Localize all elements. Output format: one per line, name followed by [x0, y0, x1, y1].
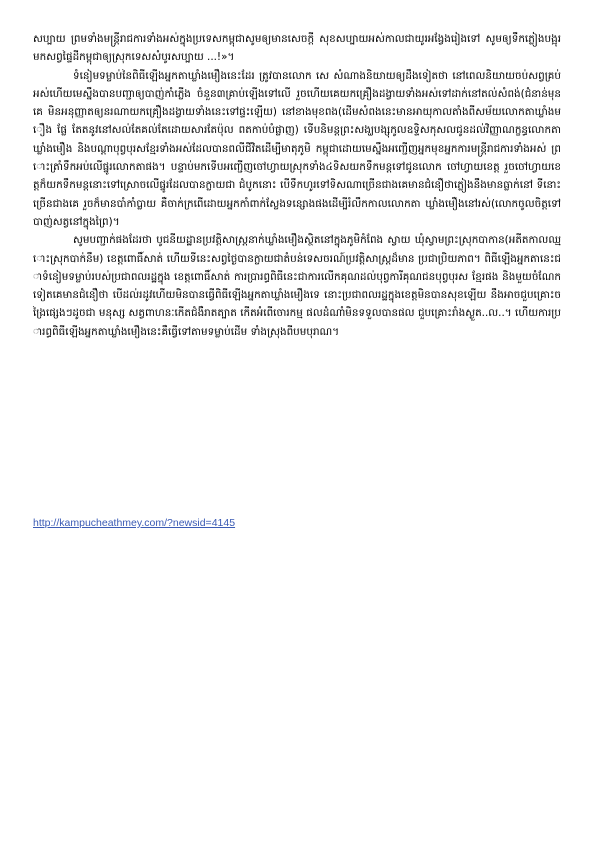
- source-link[interactable]: http://kampucheathmey.com/?newsid=4145: [33, 517, 236, 529]
- paragraph-ritual-description: ទំនៀមទម្លាប់នៃពិធីឡើងអ្នកតាឃ្លាំងមឿងនេះដែរ ត្រូវបានលោក សេ សំណាងនិយាយឲ្យដឹងទៀតថា នៅពេលនិយាយចប់សព្វគ្រប់អស់ហើយមេស្នឹងបានបញ្ជាឲ្យបាញ់កាំភ្លើង ចំនួន៣គ្រាប់ឡើងទៅលើ រួចហើយគេយកគ្រឿងដង្វាយទាំងអស់ទៅដាក់នៅតល់សំពង់(ជំនាន់មុនគេ មិនអនុញ្ញាតឲ្យនរណាយកគ្រឿងដង្វាយទាំងនេះទៅផ្ទះឡើយ) នៅខាងមុខពង(ដើមសំពងនេះមានអាយុកាលតាំងពីសម័យលោកតាឃ្លាំងមឿង ផ្លែ តែតនូវនៅសល់តែគល់តែដោយសារតែប៉ុល ពតកាប់បំផ្លាញ) ទើបនិមន្តព្រះសង្ឃបង្សុកូលឧទ្ទិសកុសលជូនដល់វិញ្ញាណក្ខន្ធលោកតាឃ្លាំងមឿង និងបណ្ដាបុព្វបុរសខ្មែរទាំងអស់ដែលបានពលីជីវិតដើម្បីមាតុភូមិ កម្ពុជាដោយមេស្នឹងអញ្ជើញអ្នកមុខអ្នកការមន្ត្រីរាជការទាំងអស់ ព្រោះត្រាំទឹកអប់លើផ្នូរលោកតាផង។ បន្ទាប់មកទើបអញ្ជើញចៅហ្វាយស្រុកទាំង៤ទិសយកទឹកមន្តទៅជូនលោក ចៅហ្វាយខេត្ត រួចចៅហ្វាយខេត្តក៏យកទឹកមន្តនោះទៅស្រោចលើផ្នូរដែលបានក្លាយជា ជំបូកនោះ បើទឹកហូរទៅទិសណាច្រើនជាងគេមានជំនឿថាភ្លៀងនឹងមានធ្លាក់នៅ ទីនោះច្រើនជាងគេ រួចក៏មានបាំកាំប្លាយ គឺចាក់ក្រពើដោយអ្នកកាំពាក់ស្លែងទន្សោងផងដើម្បីរំលឹកកាលលោកតា ឃ្លាំងមឿងនៅរស់(លោកចូលចិត្តទៅបាញ់សត្វនៅក្នុងព្រៃ)។: [33, 69, 561, 228]
- paragraph-intro-continuation: សប្បាយ ព្រមទាំងមន្ត្រីរាជការទាំងអស់ក្នុងប្រទេសកម្ពុជាសូមឲ្យមានសេចក្តី សុខសប្បាយអស់កាលជាយូរអង្វែងរៀងទៅ សូមឲ្យទឹកភ្លៀងបង្អុរមកសព្វផ្ទៃដីកម្ពុជាឲ្យស្រុកទេសសំបូរសប្បាយ ...!»។: [33, 33, 561, 64]
- paragraph-historical-site: សូមបញ្ជាក់ផងដែរថា បូជនីយដ្ឋានប្រវត្តិសាស្ត្រនាក់ឃ្លាំងមឿងស្ថិតនៅក្នុងភូមិកំពែង ស្វាយ ឃុំស្វាមព្រះស្រុកបាកាន(អតីតកាលឈ្មោះស្រុកបាក់នឹម) ខេត្តពោធិ៍សាត់ ហើយទីនេះសព្វថ្ងៃបានក្លាយជាតំបន់ទេសចរណ៍ប្រវត្តិសាស្ត្រដ៏មាន ប្រជាប្រិយភាព។ ពិធីឡើងអ្នកតានេះជាទំនៀមទម្លាប់របស់ប្រជាពលរដ្ឋក្នុង ខេត្តពោធិ៍សាត់ ការប្រារព្ធពិធីនេះជាការលើកគុណដល់បុព្វការីគុណជនបុព្វបុរស ខ្មែរផង និងមួយចំណែកទៀតគេមានជំនឿថា បើដល់រដូវហើយមិនបានធ្វើពិធីឡើងអ្នកតាឃ្លាំងមឿងទេ នោះប្រជាពលរដ្ឋក្នុងខេត្តមិនបានសុខឡើយ នឹងអាចជួបគ្រោះចង្រៃផ្សេងៗដូចជា មនុស្ស សត្វពាហនៈកើតជំងឺរាតត្បាត កើតអំពើចោរកម្ម ផលដំណាំមិនទទួលបានផល ជួបគ្រោះរាំងស្ងួត..ល..។ ហើយការប្រារព្ធពិធីឡើងអ្នកតាឃ្លាំងមឿងនេះគឺធ្វើទៅតាមទម្លាប់ដើម ទាំងស្រុងពីបមបុរាណ។: [33, 234, 561, 338]
- article-body: [33, 30, 561, 341]
